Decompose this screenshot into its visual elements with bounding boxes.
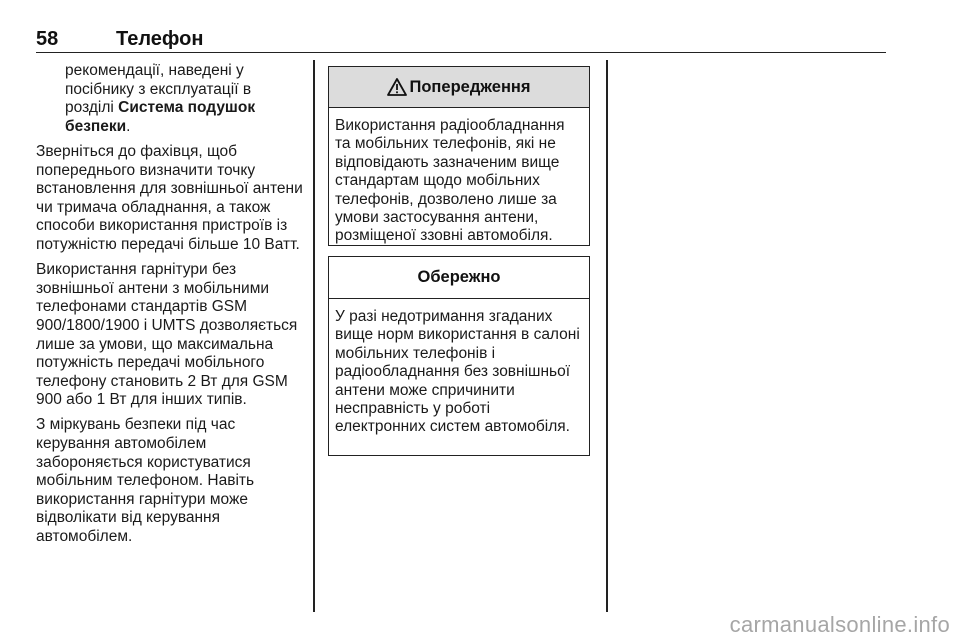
- warning-triangle-icon: [387, 78, 407, 96]
- paragraph-headset-power: Використання гарнітури без зовнішньої антени з мобільними телефонами стандартів GSM 900/1800/1900 і UMTS дозволяється лише за умови, що максимальна потужність передачі мобільного телефону становить 2 Вт для GSM 900 або 1 Вт для інших типів.: [36, 261, 298, 409]
- paragraph-driving-safety: З міркувань безпеки під час керування автомобілем забороняється користуватися мобільним телефоном. Навіть використання гарнітури може відволікати від керування автомобілем.: [36, 416, 255, 546]
- intro-paragraph: [36, 62, 304, 136]
- warning-box: [328, 66, 590, 246]
- watermark: carmanualsonline.info: [729, 612, 950, 637]
- column-divider-right: [606, 60, 608, 612]
- chapter-title: Телефон: [116, 28, 204, 50]
- left-column: [36, 62, 304, 553]
- intro-end: .: [126, 117, 131, 135]
- column-divider-left: [313, 60, 315, 612]
- page-number: 58: [36, 28, 59, 50]
- paragraph-antenna-installation: Зверніться до фахівця, щоб попереднього визначити точку встановлення для зовнішньої антени чи тримача обладнання, а також способи використання пристроїв із потужністю передачі більше 10 Ватт.: [36, 142, 303, 253]
- warning-box-header: [329, 67, 589, 108]
- caution-body: У разі недотримання згаданих вище норм використання в салоні мобільних телефонів і радіообладнання без зовнішньої антени може спричинити несправність у роботі електронних систем автомобіля.: [335, 308, 580, 436]
- warning-title: Попередження: [409, 77, 531, 96]
- airbag-system-reference: Система подушок безпеки: [65, 99, 256, 135]
- caution-title: Обережно: [417, 268, 501, 286]
- caution-box-header: [329, 257, 589, 299]
- caution-box: [328, 256, 590, 456]
- intro-text: рекомендації, наведені у посібнику з експлуатації в розділі: [65, 62, 252, 117]
- warning-body: Використання радіообладнання та мобільних телефонів, які не відповідають зазначеним вище стандартам щодо мобільних телефонів, дозволено лише за умови застосування антени, розміщеної ззовні автомобіля.: [335, 117, 565, 245]
- page-header: [36, 26, 886, 53]
